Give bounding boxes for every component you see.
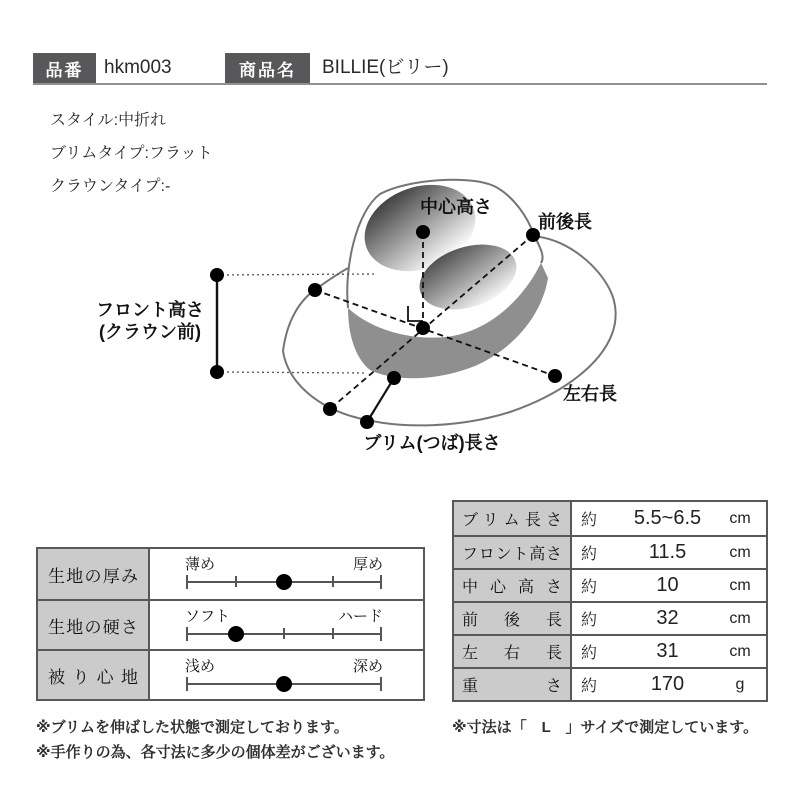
approx-label: 約 — [581, 579, 598, 596]
measure-dot-front-back-lower — [323, 402, 337, 416]
feel-row-fit — [38, 649, 423, 699]
label-front-height-line2: (クラウン前) — [99, 322, 201, 342]
spec-brim-type: ブリムタイプ:フラット — [50, 145, 213, 162]
slider-track — [187, 674, 381, 694]
measure-dot-frontheight-top — [210, 268, 224, 282]
measure-dot-center-base — [416, 321, 430, 335]
spec-crown-type: クラウンタイプ:- — [50, 178, 171, 195]
label-front-back-length: 前後長 — [538, 212, 592, 232]
row-label: 前後長 — [454, 603, 572, 634]
row-value: 11.5 — [648, 541, 687, 563]
row-value: 5.5~6.5 — [633, 507, 702, 529]
product-name-badge: 商品名 — [225, 53, 310, 83]
row-label: フロント高さ — [454, 537, 572, 568]
approx-label: 約 — [581, 645, 598, 662]
measurements-table — [452, 500, 768, 702]
product-name-value: BILLIE(ビリー) — [322, 57, 449, 78]
slider-track — [187, 572, 381, 592]
row-unit: cm — [729, 509, 751, 527]
slider-value-dot — [276, 676, 292, 692]
row-unit: g — [735, 675, 745, 693]
row-unit: cm — [729, 609, 751, 627]
measure-dot-left-right-left — [308, 283, 322, 297]
note-handmade-variance: ※手作りの為、各寸法に多少の個体差がございます。 — [36, 744, 395, 761]
table-row — [454, 568, 766, 601]
row-label: ブリム長さ — [454, 502, 572, 535]
row-value: 10 — [656, 574, 679, 596]
slider-tick — [380, 575, 382, 589]
slider-min-label: 薄め — [185, 556, 216, 573]
slider-min-label: 浅め — [185, 658, 216, 675]
slider-max-label: ハード — [337, 608, 383, 625]
row-unit: cm — [729, 576, 751, 594]
row-value: 31 — [656, 640, 679, 662]
note-brim-measured: ※ブリムを伸ばした状態で測定しております。 — [36, 719, 349, 736]
row-unit: cm — [729, 543, 751, 561]
slider-tick — [186, 575, 188, 589]
slider-tick — [332, 628, 334, 639]
slider-max-label: 深め — [352, 658, 383, 675]
fit-depth-slider — [150, 651, 423, 699]
approx-label: 約 — [581, 612, 598, 629]
slider-tick — [235, 576, 237, 587]
slider-tick — [380, 627, 382, 641]
measure-dot-center-top — [416, 225, 430, 239]
measure-dot-left-right-right — [548, 369, 562, 383]
approx-label: 約 — [581, 512, 598, 529]
fabric-feel-table — [36, 547, 425, 701]
approx-label: 約 — [581, 678, 598, 695]
slider-max-label: 厚め — [352, 556, 383, 573]
slider-value-dot — [276, 574, 292, 590]
feel-row-label: 生地の硬さ — [38, 601, 150, 649]
row-value: 170 — [650, 673, 685, 695]
measure-dot-brim-inner — [387, 371, 401, 385]
slider-value-dot — [228, 626, 244, 642]
slider-track — [187, 624, 381, 644]
part-number-value: hkm003 — [104, 57, 172, 78]
table-row — [454, 535, 766, 568]
row-label: 左右長 — [454, 636, 572, 667]
feel-row-thickness — [38, 549, 423, 599]
feel-row-label: 生地の厚み — [38, 549, 150, 599]
label-front-height — [70, 299, 230, 343]
label-left-right-length: 左右長 — [563, 384, 617, 404]
feel-row-hardness — [38, 599, 423, 649]
label-brim-length: ブリム(つば)長さ — [363, 433, 501, 453]
note-size-L: ※寸法は「 L 」サイズで測定しています。 — [452, 719, 759, 736]
slider-tick — [186, 627, 188, 641]
hardness-slider — [150, 601, 423, 649]
part-number-badge: 品番 — [33, 53, 96, 83]
slider-tick — [186, 677, 188, 691]
slider-min-label: ソフト — [185, 608, 231, 625]
table-row — [454, 667, 766, 700]
slider-tick — [332, 576, 334, 587]
row-unit: cm — [729, 642, 751, 660]
row-value: 32 — [656, 607, 679, 629]
slider-tick — [283, 628, 285, 639]
slider-tick — [380, 677, 382, 691]
label-center-height: 中心高さ — [420, 197, 492, 217]
label-front-height-line1: フロント高さ — [96, 300, 204, 320]
row-label: 重さ — [454, 669, 572, 700]
spec-style: スタイル:中折れ — [50, 112, 167, 129]
thickness-slider — [150, 549, 423, 599]
feel-row-label: 被り心地 — [38, 651, 150, 699]
measure-dot-frontheight-bottom — [210, 365, 224, 379]
table-row — [454, 634, 766, 667]
table-row — [454, 601, 766, 634]
approx-label: 約 — [581, 546, 598, 563]
measure-dot-brim-outer — [360, 415, 374, 429]
row-label: 中心高さ — [454, 570, 572, 601]
table-row — [454, 502, 766, 535]
